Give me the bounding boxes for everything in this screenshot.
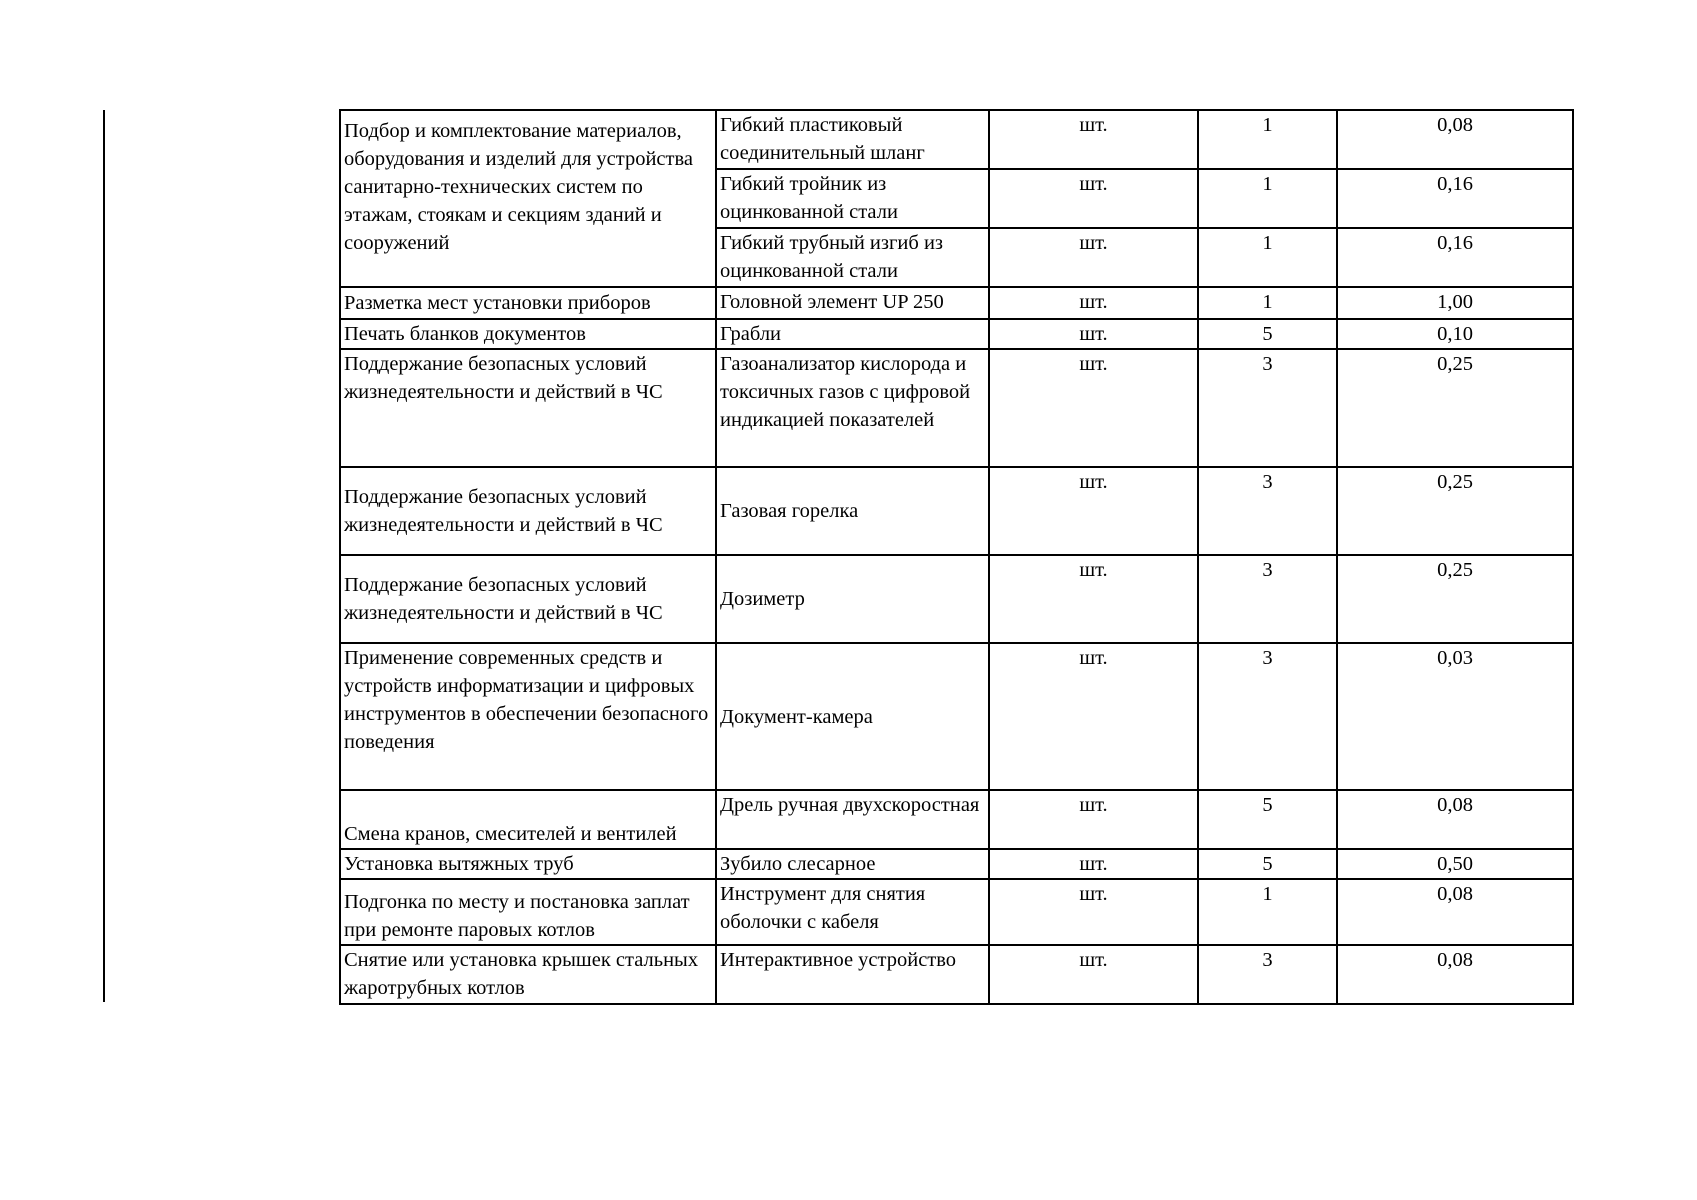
unit-cell: шт. <box>989 169 1198 228</box>
unit-cell: шт. <box>989 945 1198 1004</box>
qty-cell: 1 <box>1198 879 1337 945</box>
item-cell: Грабли <box>716 319 989 349</box>
unit-cell: шт. <box>989 879 1198 945</box>
table-row <box>340 287 1573 319</box>
work-cell: Смена кранов, смесителей и вентилей <box>340 790 716 849</box>
work-cell: Подгонка по месту и постановка заплат при ремонте паровых котлов <box>340 879 716 945</box>
table-row <box>340 319 1573 349</box>
qty-cell: 3 <box>1198 555 1337 643</box>
coef-cell: 0,25 <box>1337 555 1573 643</box>
coef-cell: 0,10 <box>1337 319 1573 349</box>
work-cell: Поддержание безопасных условий жизнедеятельности и действий в ЧС <box>340 467 716 555</box>
coef-cell: 0,25 <box>1337 467 1573 555</box>
work-cell: Разметка мест установки приборов <box>340 287 716 319</box>
table-row <box>340 349 1573 467</box>
coef-cell: 0,03 <box>1337 643 1573 790</box>
work-cell: Поддержание безопасных условий жизнедеятельности и действий в ЧС <box>340 555 716 643</box>
table-row <box>340 555 1573 643</box>
qty-cell: 5 <box>1198 849 1337 879</box>
table-row <box>340 945 1573 1004</box>
qty-cell: 5 <box>1198 790 1337 849</box>
coef-cell: 0,50 <box>1337 849 1573 879</box>
coef-cell: 0,08 <box>1337 790 1573 849</box>
table-row <box>340 110 1573 169</box>
qty-cell: 3 <box>1198 945 1337 1004</box>
item-cell: Газовая горелка <box>716 467 989 555</box>
item-cell: Газоанализатор кислорода и токсичных газов с цифровой индикацией показателей <box>716 349 989 467</box>
unit-cell: шт. <box>989 467 1198 555</box>
unit-cell: шт. <box>989 287 1198 319</box>
work-cell: Снятие или установка крышек стальных жаротрубных котлов <box>340 945 716 1004</box>
item-cell: Гибкий трубный изгиб из оцинкованной стали <box>716 228 989 287</box>
work-cell: Подбор и комплектование материалов, оборудования и изделий для устройства санитарно-технических систем по этажам, стоякам и секциям зданий и сооружений <box>340 110 716 287</box>
coef-cell: 0,08 <box>1337 110 1573 169</box>
item-cell: Гибкий тройник из оцинкованной стали <box>716 169 989 228</box>
coef-cell: 0,16 <box>1337 228 1573 287</box>
work-cell: Печать бланков документов <box>340 319 716 349</box>
item-cell: Гибкий пластиковый соединительный шланг <box>716 110 989 169</box>
coef-cell: 0,08 <box>1337 945 1573 1004</box>
qty-cell: 5 <box>1198 319 1337 349</box>
qty-cell: 1 <box>1198 228 1337 287</box>
unit-cell: шт. <box>989 110 1198 169</box>
coef-cell: 0,08 <box>1337 879 1573 945</box>
item-cell: Дрель ручная двухскоростная <box>716 790 989 849</box>
item-cell: Документ-камера <box>716 643 989 790</box>
qty-cell: 3 <box>1198 349 1337 467</box>
unit-cell: шт. <box>989 555 1198 643</box>
table-row <box>340 849 1573 879</box>
qty-cell: 3 <box>1198 467 1337 555</box>
qty-cell: 3 <box>1198 643 1337 790</box>
coef-cell: 0,16 <box>1337 169 1573 228</box>
table-row <box>340 790 1573 849</box>
unit-cell: шт. <box>989 228 1198 287</box>
table-row <box>340 879 1573 945</box>
equipment-table <box>339 109 1574 1005</box>
item-cell: Дозиметр <box>716 555 989 643</box>
unit-cell: шт. <box>989 849 1198 879</box>
unit-cell: шт. <box>989 319 1198 349</box>
unit-cell: шт. <box>989 349 1198 467</box>
unit-cell: шт. <box>989 643 1198 790</box>
table-row <box>340 643 1573 790</box>
item-cell: Интерактивное устройство <box>716 945 989 1004</box>
qty-cell: 1 <box>1198 169 1337 228</box>
table-row <box>340 467 1573 555</box>
item-cell: Головной элемент UP 250 <box>716 287 989 319</box>
work-cell: Установка вытяжных труб <box>340 849 716 879</box>
qty-cell: 1 <box>1198 110 1337 169</box>
qty-cell: 1 <box>1198 287 1337 319</box>
item-cell: Инструмент для снятия оболочки с кабеля <box>716 879 989 945</box>
left-margin-rule <box>103 110 105 1002</box>
item-cell: Зубило слесарное <box>716 849 989 879</box>
work-cell: Поддержание безопасных условий жизнедеятельности и действий в ЧС <box>340 349 716 467</box>
coef-cell: 1,00 <box>1337 287 1573 319</box>
unit-cell: шт. <box>989 790 1198 849</box>
work-cell: Применение современных средств и устройств информатизации и цифровых инструментов в обеспечении безопасного поведения <box>340 643 716 790</box>
coef-cell: 0,25 <box>1337 349 1573 467</box>
